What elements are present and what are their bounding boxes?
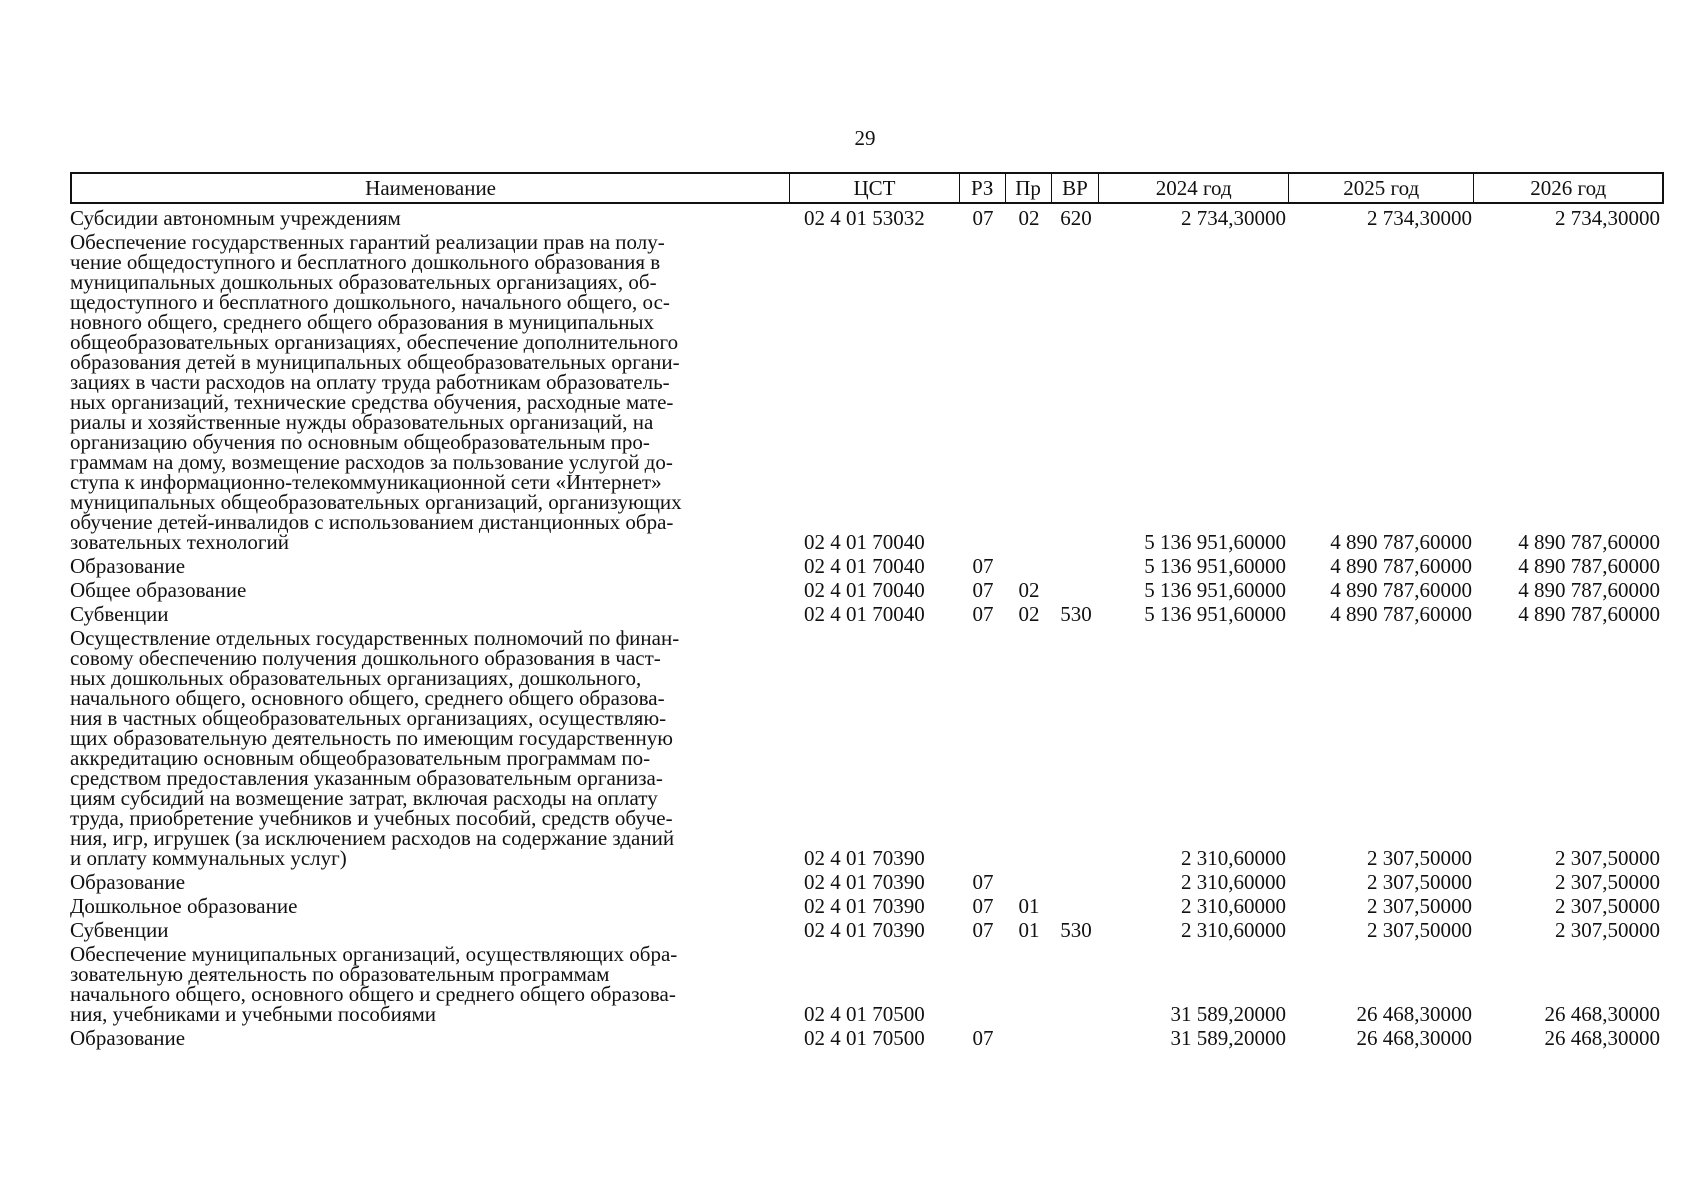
- cell-y2026: 2 307,50000: [1555, 894, 1660, 918]
- cell-y2026: 2 307,50000: [1555, 870, 1660, 894]
- cell-rz: 07: [972, 602, 994, 626]
- cell-y2026: 26 468,30000: [1544, 1026, 1660, 1050]
- cell-y2026: 26 468,30000: [1544, 1002, 1660, 1026]
- cell-y2026: 4 890 787,60000: [1518, 530, 1660, 554]
- table-row: [70, 228, 1664, 552]
- cell-pr: 01: [1018, 894, 1040, 918]
- budget-table: [70, 172, 1664, 1048]
- cell-y2025: 2 307,50000: [1367, 870, 1472, 894]
- cell-cst: 02 4 01 70390: [804, 870, 925, 894]
- cell-y2025: 2 307,50000: [1367, 918, 1472, 942]
- page-number: 29: [854, 126, 876, 150]
- cell-name: Дошкольное образование: [70, 894, 298, 918]
- table-row: [70, 624, 1664, 868]
- cell-name: Субвенции: [70, 602, 169, 626]
- cell-name: Образование: [70, 870, 186, 894]
- cell-y2024: 31 589,20000: [1170, 1002, 1286, 1026]
- cell-cst: 02 4 01 70040: [804, 578, 925, 602]
- cell-y2025: 4 890 787,60000: [1330, 602, 1472, 626]
- cell-y2024: 2 310,60000: [1181, 894, 1286, 918]
- cell-name: Обеспечение муниципальных организаций, осуществляющих обра- зовательную деятельность по образовательным программам начального общего, основного общего и среднего общего образова- ния, учебниками и учебными пособиями: [70, 942, 678, 1026]
- header-name: Наименование: [72, 174, 790, 202]
- cell-rz: 07: [972, 578, 994, 602]
- cell-name: Обеспечение государственных гарантий реализации прав на полу- чение общедоступного и бесплатного дошкольного образования в муниципальных дошкольных образовательных организациях, об- щедоступного и бесплатного дошкольного, начального общего, ос- новного общего, среднего общего образования в муниципальных общеобразовательных организациях, обеспечение дополнительного образования детей в муниципальных общеобразовательных органи- зациях в части расходов на оплату труда работникам образователь- ных организаций, технические средства обучения, расходные мате- риалы и хозяйственные нужды образовательных организаций, на организацию обучения по основным общеобразовательным про- граммам на дому, возмещение расходов за пользование услугой до- ступа к информационно-телекоммуникационной сети «Интернет» муниципальных общеобразовательных организаций, организующих обучение детей-инвалидов с использованием дистанционных обра- зовательных технологий: [70, 230, 682, 554]
- cell-y2024: 2 310,60000: [1181, 846, 1286, 870]
- cell-rz: 07: [972, 894, 994, 918]
- cell-y2026: 4 890 787,60000: [1518, 578, 1660, 602]
- cell-y2025: 2 307,50000: [1367, 846, 1472, 870]
- cell-cst: 02 4 01 70390: [804, 894, 925, 918]
- table-row: [70, 868, 1664, 892]
- table-row: [70, 552, 1664, 576]
- cell-y2025: 4 890 787,60000: [1330, 578, 1472, 602]
- cell-cst: 02 4 01 70040: [804, 530, 925, 554]
- table-header: [70, 172, 1664, 204]
- cell-y2024: 5 136 951,60000: [1144, 578, 1286, 602]
- table-row: [70, 916, 1664, 940]
- cell-cst: 02 4 01 70500: [804, 1002, 925, 1026]
- cell-y2024: 31 589,20000: [1170, 1026, 1286, 1050]
- header-2025: 2025 год: [1289, 174, 1475, 202]
- cell-y2025: 26 468,30000: [1356, 1002, 1472, 1026]
- cell-y2026: 4 890 787,60000: [1518, 602, 1660, 626]
- cell-cst: 02 4 01 53032: [804, 206, 925, 230]
- cell-name: Образование: [70, 1026, 186, 1050]
- cell-y2025: 2 307,50000: [1367, 894, 1472, 918]
- cell-y2025: 4 890 787,60000: [1330, 554, 1472, 578]
- cell-name: Субвенции: [70, 918, 169, 942]
- cell-y2025: 2 734,30000: [1367, 206, 1472, 230]
- cell-name: Общее образование: [70, 578, 247, 602]
- cell-rz: 07: [972, 206, 994, 230]
- cell-pr: 01: [1018, 918, 1040, 942]
- cell-y2024: 2 310,60000: [1181, 870, 1286, 894]
- table-row: [70, 1024, 1664, 1048]
- cell-y2024: 2 310,60000: [1181, 918, 1286, 942]
- cell-cst: 02 4 01 70040: [804, 554, 925, 578]
- cell-y2025: 26 468,30000: [1356, 1026, 1472, 1050]
- header-2024: 2024 год: [1099, 174, 1289, 202]
- cell-vr: 530: [1060, 602, 1092, 626]
- cell-y2026: 4 890 787,60000: [1518, 554, 1660, 578]
- header-cst: ЦСТ: [790, 174, 960, 202]
- cell-cst: 02 4 01 70390: [804, 918, 925, 942]
- cell-name: Осуществление отдельных государственных полномочий по финан- совому обеспечению получения дошкольного образования в част- ных дошкольных образовательных организациях, дошкольного, начального общего, основного общего, среднего общего образова- ния в частных общеобразовательных организациях, осуществляю- щих образовательную деятельность по имеющим государственную аккредитацию основным общеобразовательным программам по- средством предоставления указанным образовательным организа- циям субсидий на возмещение затрат, включая расходы на оплату труда, приобретение учебников и учебных пособий, средств обуче- ния, игр, игрушек (за исключением расходов на содержание зданий и оплату коммунальных услуг): [70, 626, 680, 870]
- cell-cst: 02 4 01 70390: [804, 846, 925, 870]
- cell-pr: 02: [1018, 206, 1040, 230]
- cell-pr: 02: [1018, 578, 1040, 602]
- header-vr: ВР: [1052, 174, 1100, 202]
- table-row: [70, 576, 1664, 600]
- table-row: [70, 600, 1664, 624]
- header-2026: 2026 год: [1530, 175, 1607, 200]
- cell-name: Субсидии автономным учреждениям: [70, 206, 401, 230]
- cell-rz: 07: [972, 918, 994, 942]
- table-row: [70, 204, 1664, 228]
- cell-y2026: 2 307,50000: [1555, 846, 1660, 870]
- cell-cst: 02 4 01 70040: [804, 602, 925, 626]
- table-row: [70, 892, 1664, 916]
- cell-rz: 07: [972, 554, 994, 578]
- cell-vr: 620: [1060, 206, 1092, 230]
- cell-y2025: 4 890 787,60000: [1330, 530, 1472, 554]
- cell-y2026: 2 307,50000: [1555, 918, 1660, 942]
- cell-rz: 07: [972, 1026, 994, 1050]
- cell-cst: 02 4 01 70500: [804, 1026, 925, 1050]
- cell-name: Образование: [70, 554, 186, 578]
- cell-vr: 530: [1060, 918, 1092, 942]
- cell-y2024: 5 136 951,60000: [1144, 602, 1286, 626]
- cell-pr: 02: [1018, 602, 1040, 626]
- cell-rz: 07: [972, 870, 994, 894]
- header-rz: РЗ: [960, 174, 1006, 202]
- cell-y2024: 5 136 951,60000: [1144, 554, 1286, 578]
- header-pr: Пр: [1006, 174, 1052, 202]
- table-body: [70, 204, 1664, 1048]
- cell-y2026: 2 734,30000: [1555, 206, 1660, 230]
- cell-y2024: 5 136 951,60000: [1144, 530, 1286, 554]
- cell-y2024: 2 734,30000: [1181, 206, 1286, 230]
- table-row: [70, 940, 1664, 1024]
